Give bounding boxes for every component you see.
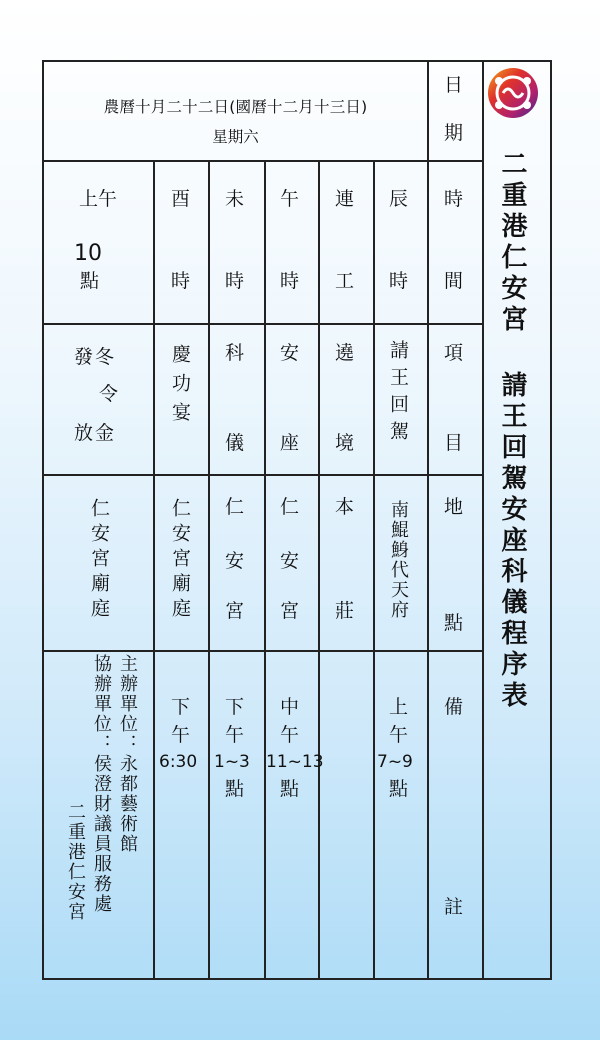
label-item-b: 目 — [444, 432, 464, 454]
label-item-a: 項 — [444, 342, 464, 364]
col1-place: 南鯤鯓代天府 — [388, 500, 409, 620]
page-title: 二重港仁安宮 請王回駕安座科儀程序表 — [497, 150, 527, 712]
col3-time-b: 時 — [280, 270, 300, 292]
lunar-date: 農曆十月二十二日(國曆十二月十三日) — [103, 98, 368, 116]
col1-note-b: 午 — [389, 724, 409, 746]
extra-item-3: 放金 — [74, 422, 117, 444]
label-note-a: 備 — [444, 696, 464, 718]
date-cell — [44, 62, 427, 160]
weekday: 星期六 — [212, 128, 259, 146]
col4-note-d: 點 — [225, 778, 245, 800]
col5-time-a: 酉 — [171, 188, 191, 210]
divider — [373, 160, 375, 650]
divider — [44, 323, 482, 325]
col3-item-a: 安 — [280, 342, 300, 364]
col5-item: 慶功宴 — [169, 344, 191, 431]
col4-place-b: 安 — [225, 550, 245, 572]
col3-item-b: 座 — [280, 432, 300, 454]
divider — [318, 160, 320, 978]
divider — [44, 160, 482, 162]
co-organizer: 協辦單位：侯澄財議員服務處 — [91, 654, 112, 914]
extra-place: 仁安宮廟庭 — [88, 498, 110, 623]
col3-place-a: 仁 — [280, 496, 300, 518]
col5-place: 仁安宮廟庭 — [169, 498, 191, 623]
col2-time-b: 工 — [335, 270, 355, 292]
col4-item-b: 儀 — [225, 432, 245, 454]
col2-item-a: 遶 — [335, 342, 355, 364]
divider — [208, 160, 210, 978]
col2-place-a: 本 — [335, 496, 355, 518]
col3-place-b: 安 — [280, 550, 300, 572]
col1-time-a: 辰 — [389, 188, 409, 210]
col4-time-b: 時 — [225, 270, 245, 292]
label-place-a: 地 — [444, 496, 464, 518]
col1-item: 請王回駕 — [387, 340, 409, 448]
col2-time-a: 連 — [335, 188, 355, 210]
extra-time-1: 上午 — [79, 188, 118, 210]
col3-note-d: 點 — [280, 778, 300, 800]
col3-note-b: 午 — [280, 724, 300, 746]
col2-item-b: 境 — [335, 432, 355, 454]
col5-note-c: 6:30 — [159, 752, 198, 772]
col3-note-c: 11~13 — [266, 752, 324, 772]
col1-note-a: 上 — [389, 696, 409, 718]
schedule-table — [42, 60, 552, 980]
divider — [44, 650, 482, 652]
col1-time-b: 時 — [389, 270, 409, 292]
col3-note-a: 中 — [280, 696, 300, 718]
col4-place-a: 仁 — [225, 496, 245, 518]
divider — [427, 62, 429, 160]
extra-item-1: 發冬 — [74, 346, 117, 368]
col3-time-a: 午 — [280, 188, 300, 210]
divider — [373, 650, 375, 978]
divider — [264, 160, 266, 978]
label-time-b: 間 — [444, 270, 464, 292]
divider — [153, 160, 155, 978]
organizer: 主辦單位：永都藝術館 — [117, 654, 138, 854]
label-note-b: 註 — [444, 896, 464, 918]
col4-time-a: 未 — [225, 188, 245, 210]
extra-item-2: 令 — [99, 383, 119, 405]
col5-note-b: 午 — [171, 724, 191, 746]
col4-item-a: 科 — [225, 342, 245, 364]
label-date-a: 日 — [444, 74, 464, 96]
label-time-a: 時 — [444, 188, 464, 210]
divider — [482, 62, 484, 978]
col4-note-a: 下 — [225, 696, 245, 718]
divider — [427, 160, 429, 978]
col4-note-b: 午 — [225, 724, 245, 746]
col1-note-c: 7~9 — [377, 752, 413, 772]
col3-place-c: 宮 — [280, 600, 300, 622]
col5-time-b: 時 — [171, 270, 191, 292]
col4-note-c: 1~3 — [214, 752, 250, 772]
col2-place-b: 莊 — [335, 600, 355, 622]
col4-place-c: 宮 — [225, 600, 245, 622]
label-date-b: 期 — [444, 122, 464, 144]
extra-time-2: 10 — [74, 241, 102, 266]
col1-note-d: 點 — [389, 778, 409, 800]
divider — [44, 474, 482, 476]
co-organizer-2: 二重港仁安宮 — [65, 802, 86, 922]
extra-time-3: 點 — [80, 270, 100, 292]
col5-note-a: 下 — [171, 696, 191, 718]
label-place-b: 點 — [444, 612, 464, 634]
